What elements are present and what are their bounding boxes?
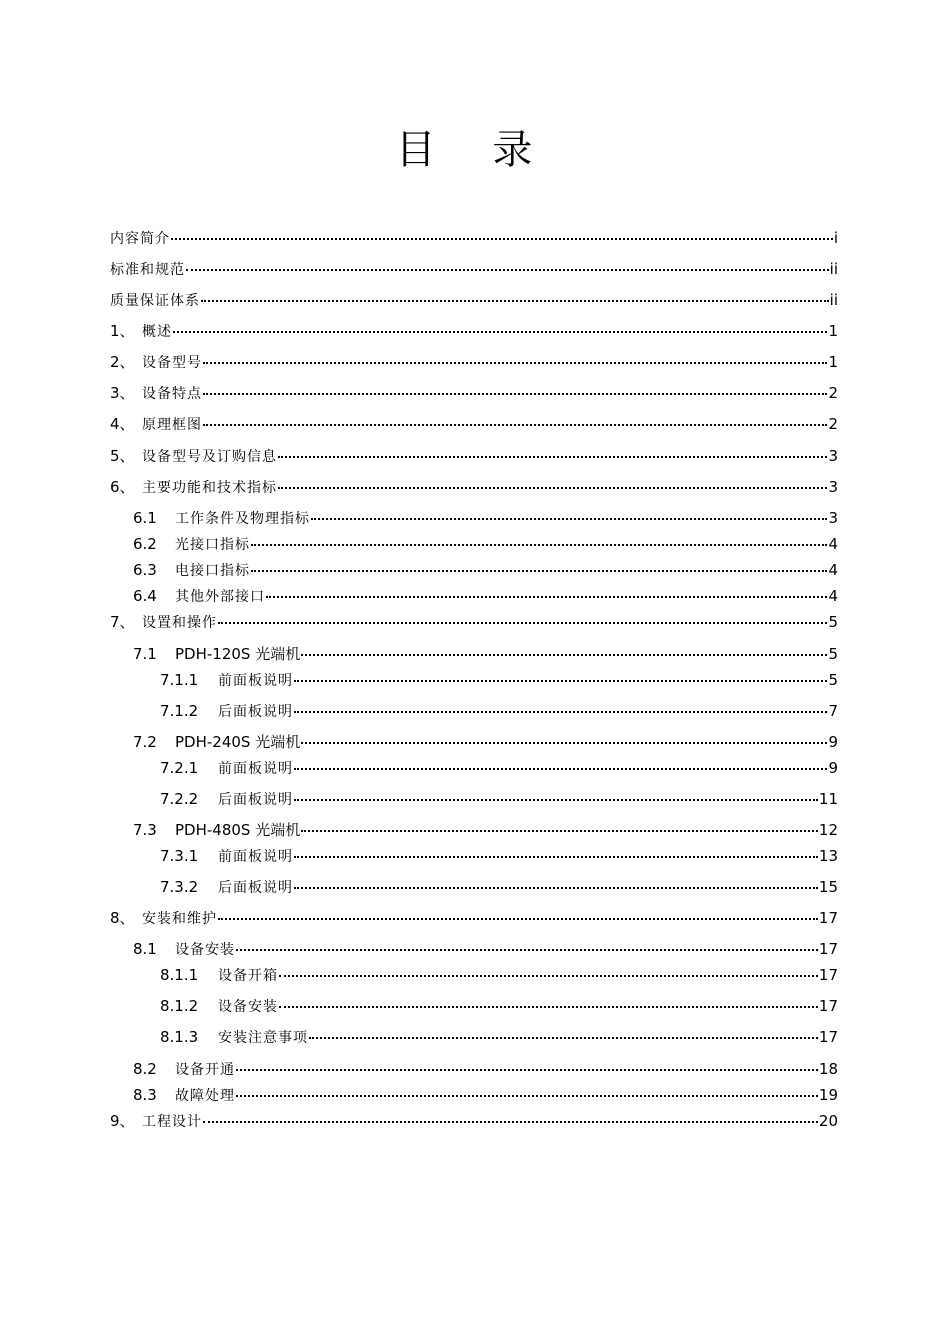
toc-number: 8.3 xyxy=(133,1086,157,1104)
toc-label: 设置和操作 xyxy=(142,615,217,631)
toc-page: ii xyxy=(829,291,838,309)
toc-leader xyxy=(266,595,827,598)
toc-page: 3 xyxy=(828,478,838,496)
toc-entry[interactable] xyxy=(133,819,838,841)
toc-label: 前面板说明 xyxy=(218,673,293,689)
toc-entry[interactable] xyxy=(160,757,838,779)
toc-number: 4、 xyxy=(110,415,135,433)
toc-page: 19 xyxy=(818,1086,838,1104)
toc-page: ii xyxy=(829,260,838,278)
toc-leader xyxy=(294,855,818,858)
toc-entry[interactable] xyxy=(160,995,838,1017)
toc-page: 13 xyxy=(818,847,838,865)
toc-leader xyxy=(294,679,827,682)
toc-entry[interactable] xyxy=(133,533,838,555)
toc-leader xyxy=(203,392,827,395)
toc-entry[interactable] xyxy=(110,413,838,435)
toc-entry[interactable] xyxy=(110,320,838,342)
toc-page: 5 xyxy=(828,671,838,689)
toc-leader xyxy=(236,1068,818,1071)
toc-entry[interactable] xyxy=(160,964,838,986)
toc-label: 前面板说明 xyxy=(218,849,293,865)
toc-page: 15 xyxy=(818,878,838,896)
toc-number: 7.1.2 xyxy=(160,702,199,720)
toc-number: 8.1.1 xyxy=(160,966,199,984)
toc-leader xyxy=(251,569,827,572)
toc-entry[interactable] xyxy=(110,351,838,373)
toc-entry[interactable] xyxy=(133,938,838,960)
toc-number: 8、 xyxy=(110,909,135,927)
toc-entry[interactable] xyxy=(110,445,838,467)
toc-entry[interactable] xyxy=(133,585,838,607)
toc-leader xyxy=(236,1094,818,1097)
toc-entry[interactable] xyxy=(110,382,838,404)
toc-leader xyxy=(311,517,827,520)
toc-label: 设备型号及订购信息 xyxy=(142,449,277,465)
toc-entry[interactable] xyxy=(133,507,838,529)
toc-page: 5 xyxy=(828,613,838,631)
toc-page: 12 xyxy=(818,821,838,839)
toc-number: 8.2 xyxy=(133,1060,157,1078)
toc-number: 8.1.2 xyxy=(160,997,199,1015)
toc-label: 概述 xyxy=(142,324,172,340)
toc-page: 17 xyxy=(818,909,838,927)
toc-entry[interactable] xyxy=(160,876,838,898)
toc-page: 11 xyxy=(818,790,838,808)
toc-entry[interactable] xyxy=(133,1084,838,1106)
toc-page: 3 xyxy=(828,447,838,465)
toc-number: 7.2.2 xyxy=(160,790,199,808)
toc-leader xyxy=(171,237,833,240)
toc-number: 7.2.1 xyxy=(160,759,199,777)
toc-page: 17 xyxy=(818,966,838,984)
toc-entry[interactable] xyxy=(133,1058,838,1080)
toc-page: 9 xyxy=(828,759,838,777)
toc-entry[interactable] xyxy=(133,731,838,753)
toc-label: 设备安装 xyxy=(218,999,278,1015)
toc-number: 8.1 xyxy=(133,940,157,958)
toc-number: 6.4 xyxy=(133,587,157,605)
toc-leader xyxy=(251,543,827,546)
toc-page: 20 xyxy=(818,1112,838,1130)
toc-leader xyxy=(203,1120,818,1123)
toc-number: 8.1.3 xyxy=(160,1028,199,1046)
toc-number: 7.1.1 xyxy=(160,671,199,689)
toc-leader xyxy=(294,798,818,801)
toc-entry[interactable] xyxy=(160,788,838,810)
toc-number: 5、 xyxy=(110,447,135,465)
toc-entry[interactable] xyxy=(110,907,838,929)
toc-page: 1 xyxy=(828,322,838,340)
toc-label: 主要功能和技术指标 xyxy=(142,480,277,496)
toc-leader xyxy=(218,917,818,920)
toc-entry[interactable] xyxy=(110,476,838,498)
toc-entry[interactable] xyxy=(160,845,838,867)
toc-label: 质量保证体系 xyxy=(110,293,200,309)
toc-page: 7 xyxy=(828,702,838,720)
toc-leader xyxy=(203,423,827,426)
toc-leader xyxy=(173,330,827,333)
toc-number: 2、 xyxy=(110,353,135,371)
toc-page: i xyxy=(833,229,838,247)
toc-page: 17 xyxy=(818,1028,838,1046)
toc-label: 电接口指标 xyxy=(175,563,250,579)
toc-leader xyxy=(218,621,827,624)
toc-number: 7.3.2 xyxy=(160,878,199,896)
toc-label: 其他外部接口 xyxy=(175,589,265,605)
toc-leader xyxy=(186,268,829,271)
toc-leader xyxy=(278,486,827,489)
toc-label: PDH-240S 光端机 xyxy=(175,733,301,751)
toc-entry[interactable] xyxy=(110,227,838,249)
toc-label: 后面板说明 xyxy=(218,792,293,808)
toc-leader xyxy=(301,653,827,656)
toc-leader xyxy=(236,948,818,951)
toc-number: 1、 xyxy=(110,322,135,340)
toc-label: 安装和维护 xyxy=(142,911,217,927)
toc-number: 7.3 xyxy=(133,821,157,839)
toc-number: 6.1 xyxy=(133,509,157,527)
toc-leader xyxy=(201,299,829,302)
toc-label: 后面板说明 xyxy=(218,880,293,896)
toc-leader xyxy=(301,741,827,744)
toc-entry[interactable] xyxy=(160,1026,838,1048)
toc-entry[interactable] xyxy=(110,289,838,311)
toc-entry[interactable] xyxy=(160,700,838,722)
toc-page: 3 xyxy=(828,509,838,527)
toc-label: 设备开通 xyxy=(175,1062,235,1078)
toc-entry[interactable] xyxy=(110,611,838,633)
toc-number: 9、 xyxy=(110,1112,135,1130)
toc-leader xyxy=(203,361,827,364)
toc-label: 设备安装 xyxy=(175,942,235,958)
toc-leader xyxy=(294,886,818,889)
toc-entry[interactable] xyxy=(110,258,838,280)
toc-label: 故障处理 xyxy=(175,1088,235,1104)
toc-number: 6.3 xyxy=(133,561,157,579)
toc-page: 18 xyxy=(818,1060,838,1078)
toc-number: 6.2 xyxy=(133,535,157,553)
toc-entry[interactable] xyxy=(133,643,838,665)
toc-number: 7.2 xyxy=(133,733,157,751)
toc-page: 5 xyxy=(828,645,838,663)
toc-label: 安装注意事项 xyxy=(218,1030,308,1046)
toc-number: 6、 xyxy=(110,478,135,496)
toc-page: 4 xyxy=(828,561,838,579)
toc-label: 内容简介 xyxy=(110,231,170,247)
toc-number: 3、 xyxy=(110,384,135,402)
toc-label: 标准和规范 xyxy=(110,262,185,278)
toc-label: PDH-120S 光端机 xyxy=(175,645,301,663)
toc-leader xyxy=(294,767,827,770)
toc-page: 4 xyxy=(828,535,838,553)
toc-page: 9 xyxy=(828,733,838,751)
toc-label: PDH-480S 光端机 xyxy=(175,821,301,839)
toc-page: 2 xyxy=(828,415,838,433)
toc-label: 光接口指标 xyxy=(175,537,250,553)
toc-entry[interactable] xyxy=(133,559,838,581)
toc-number: 7、 xyxy=(110,613,135,631)
toc-label: 工作条件及物理指标 xyxy=(175,511,310,527)
toc-label: 设备型号 xyxy=(142,355,202,371)
toc-label: 设备开箱 xyxy=(218,968,278,984)
page-title: 目 录 xyxy=(395,127,555,173)
toc-page: 17 xyxy=(818,940,838,958)
toc-leader xyxy=(278,455,827,458)
toc-page: 2 xyxy=(828,384,838,402)
toc-label: 原理框图 xyxy=(142,417,202,433)
toc-leader xyxy=(279,974,818,977)
toc-entry[interactable] xyxy=(160,669,838,691)
toc-label: 后面板说明 xyxy=(218,704,293,720)
toc-label: 前面板说明 xyxy=(218,761,293,777)
toc-label: 工程设计 xyxy=(142,1114,202,1130)
toc-entry[interactable] xyxy=(110,1110,838,1132)
toc-leader xyxy=(279,1005,818,1008)
toc-leader xyxy=(301,829,818,832)
toc-number: 7.1 xyxy=(133,645,157,663)
toc-page: 4 xyxy=(828,587,838,605)
toc-label: 设备特点 xyxy=(142,386,202,402)
toc-leader xyxy=(294,710,827,713)
toc-page: 1 xyxy=(828,353,838,371)
toc-number: 7.3.1 xyxy=(160,847,199,865)
toc-page: 17 xyxy=(818,997,838,1015)
toc-leader xyxy=(309,1036,818,1039)
